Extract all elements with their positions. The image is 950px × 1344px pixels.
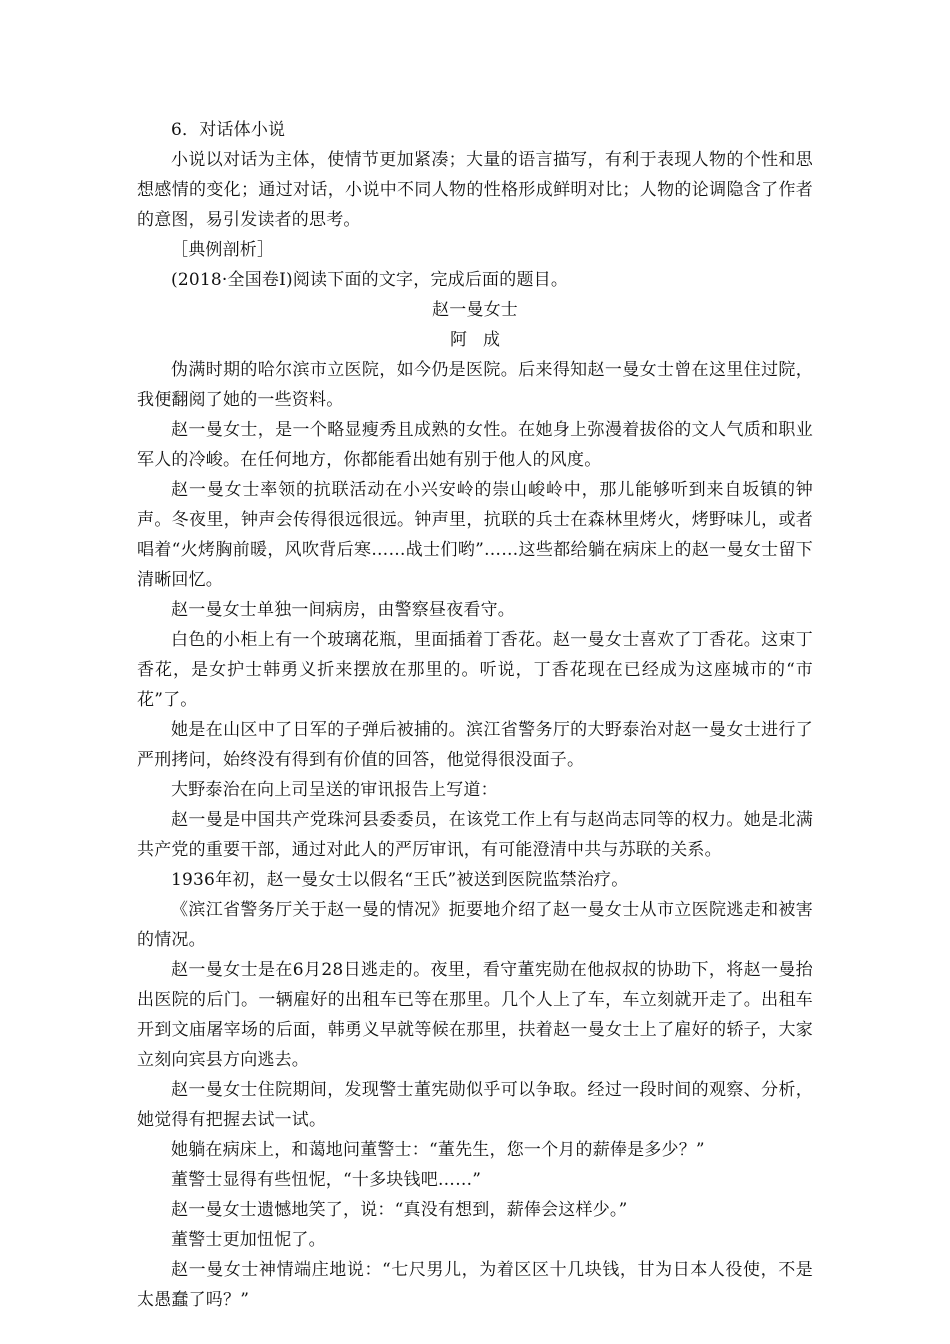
story-paragraph: 赵一曼女士，是一个略显瘦秀且成熟的女性。在她身上弥漫着拔俗的文人气质和职业军人的冷峻。在任何地方，你都能看出她有别于他人的风度。 <box>137 420 813 470</box>
story-paragraph: 董警士显得有些忸怩，“十多块钱吧……” <box>171 1170 482 1190</box>
story-paragraph: 《滨江省警务厅关于赵一曼的情况》扼要地介绍了赵一曼女士从市立医院逃走和被害的情况。 <box>137 900 813 950</box>
story-paragraph: 大野泰治在向上司呈送的审讯报告上写道： <box>171 780 498 800</box>
story-paragraph: 赵一曼是中国共产党珠河县委委员，在该党工作上有与赵尚志同等的权力。她是北满共产党的重要干部，通过对此人的严厉审讯，有可能澄清中共与苏联的关系。 <box>137 810 813 860</box>
story-paragraph: 她躺在病床上，和蔼地问董警士：“董先生，您一个月的薪俸是多少？” <box>171 1140 705 1160</box>
section-body-paragraph: 小说以对话为主体，使情节更加紧凑；大量的语言描写，有利于表现人物的个性和思想感情的变化；通过对话，小说中不同人物的性格形成鲜明对比；人物的论调隐含了作者的意图，易引发读者的思考。 <box>137 150 813 230</box>
document-body <box>137 115 813 1315</box>
story-paragraph: 赵一曼女士单独一间病房，由警察昼夜看守。 <box>171 600 515 620</box>
story-paragraph: 她是在山区中了日军的子弹后被捕的。滨江省警务厅的大野泰治对赵一曼女士进行了严刑拷问，始终没有得到有价值的回答，他觉得很没面子。 <box>137 720 813 770</box>
story-title: 赵一曼女士 <box>432 300 518 320</box>
story-paragraph: 白色的小柜上有一个玻璃花瓶，里面插着丁香花。赵一曼女士喜欢了丁香花。这束丁香花，是女护士韩勇义折来摆放在那里的。听说，丁香花现在已经成为这座城市的“市花”了。 <box>137 630 813 710</box>
story-paragraph: 赵一曼女士住院期间，发现警士董宪勋似乎可以争取。经过一段时间的观察、分析，她觉得有把握去试一试。 <box>137 1080 813 1130</box>
story-paragraph: 赵一曼女士神情端庄地说：“七尺男儿，为着区区十几块钱，甘为日本人役使，不是太愚蠢了吗？” <box>137 1260 813 1310</box>
story-paragraph: 董警士更加忸怩了。 <box>171 1230 326 1250</box>
story-paragraph: 赵一曼女士遗憾地笑了，说：“真没有想到，薪俸会这样少。” <box>171 1200 628 1220</box>
example-label: ［典例剖析］ <box>171 240 275 260</box>
story-author: 阿成 <box>450 330 516 350</box>
story-paragraph: 赵一曼女士是在6月28日逃走的。夜里，看守董宪勋在他叔叔的协助下，将赵一曼抬出医院的后门。一辆雇好的出租车已等在那里。几个人上了车，车立刻就开走了。出租车开到文庙屠宰场的后面，韩勇义早就等候在那里，扶着赵一曼女士上了雇好的轿子，大家立刻向宾县方向逃去。 <box>137 960 813 1070</box>
story-paragraph: 伪满时期的哈尔滨市立医院，如今仍是医院。后来得知赵一曼女士曾在这里住过院，我便翻阅了她的一些资料。 <box>137 360 813 410</box>
section-heading: 6．对话体小说 <box>171 120 286 140</box>
example-intro: (2018·全国卷Ⅰ)阅读下面的文字，完成后面的题目。 <box>171 270 569 290</box>
story-paragraph: 1936年初，赵一曼女士以假名“王氏”被送到医院监禁治疗。 <box>171 870 629 890</box>
story-paragraph: 赵一曼女士率领的抗联活动在小兴安岭的崇山峻岭中，那儿能够听到来自坂镇的钟声。冬夜里，钟声会传得很远很远。钟声里，抗联的兵士在森林里烤火，烤野味儿，或者唱着“火烤胸前暖，风吹背后寒……战士们哟”……这些都给躺在病床上的赵一曼女士留下清晰回忆。 <box>137 480 813 590</box>
